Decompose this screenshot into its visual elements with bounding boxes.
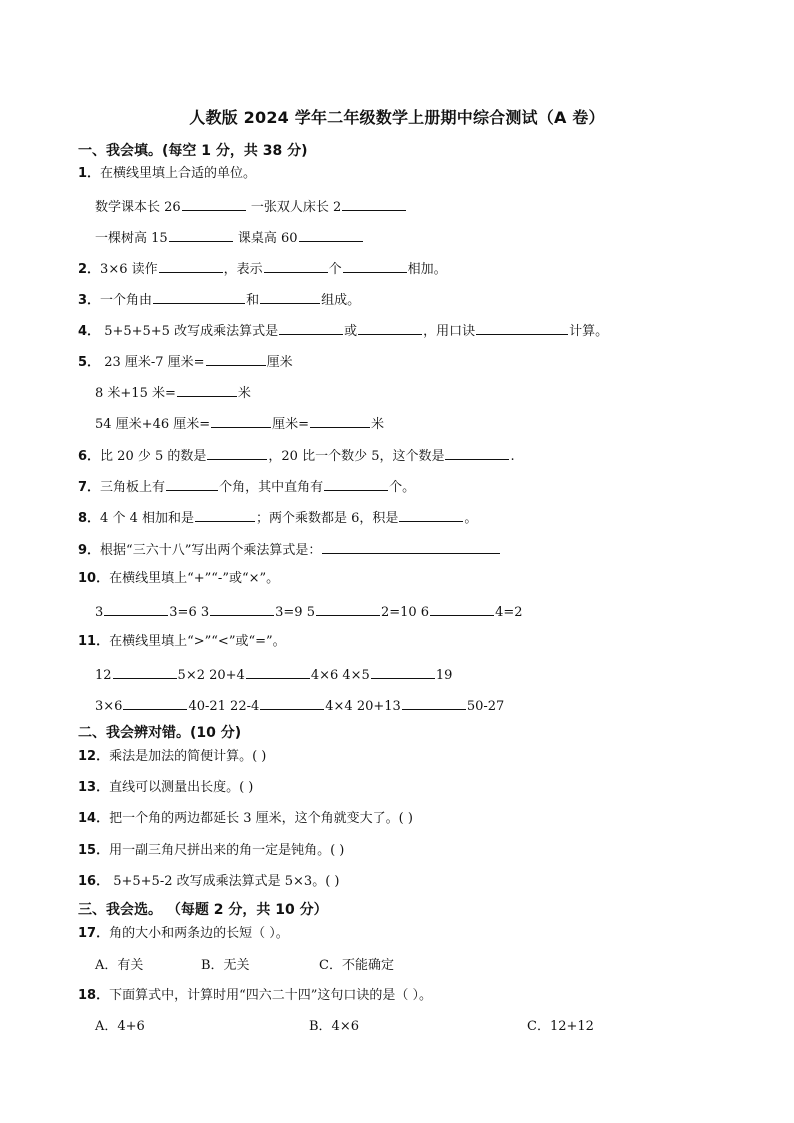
question-number: 4．	[78, 324, 101, 339]
answer-blank[interactable]	[445, 446, 509, 460]
item-text: 计算。	[569, 324, 609, 339]
question-11	[78, 633, 286, 651]
question-1-row-2	[95, 228, 364, 248]
option-a[interactable]: A．有关	[95, 958, 144, 973]
question-5	[78, 352, 293, 372]
question-10-row	[95, 602, 523, 622]
item-text: 50-27	[466, 699, 505, 714]
item-text: 个角，其中直角有	[219, 480, 324, 495]
item-text: 3×6	[95, 699, 123, 714]
item-text: 。	[464, 511, 478, 526]
section-2-heading: 二、我会辨对错。(10 分)	[78, 725, 242, 741]
item-text: 个	[328, 262, 342, 277]
item-text: 或	[344, 324, 358, 339]
answer-blank[interactable]	[358, 321, 422, 335]
unit-text: 厘米	[266, 355, 293, 370]
question-1	[78, 165, 256, 183]
answer-blank[interactable]	[260, 290, 320, 304]
question-number: 10．	[78, 571, 110, 586]
item-text: 个。	[389, 480, 416, 495]
item-text: 23 厘米-7 厘米=	[104, 355, 205, 370]
question-6	[78, 446, 515, 466]
unit-text: 米	[371, 417, 385, 432]
answer-blank[interactable]	[316, 602, 380, 616]
question-text: 直线可以测量出长度。( )	[109, 780, 254, 795]
answer-blank[interactable]	[166, 477, 218, 491]
option-c[interactable]: C．不能确定	[319, 958, 394, 973]
answer-blank[interactable]	[153, 290, 245, 304]
question-16	[78, 873, 339, 891]
question-5-row-3	[95, 414, 384, 434]
item-text: 4×4 20+13	[325, 699, 401, 714]
item-text: 课桌高 60	[237, 231, 298, 246]
unit-text: 米	[237, 386, 251, 401]
question-text: 5+5+5-2 改写成乘法算式是 5×3。( )	[113, 874, 340, 889]
answer-blank[interactable]	[279, 321, 343, 335]
answer-blank[interactable]	[430, 602, 494, 616]
item-text: 40-21 22-4	[188, 699, 260, 714]
answer-blank[interactable]	[371, 665, 435, 679]
option-b[interactable]: B．4×6	[309, 1019, 359, 1034]
question-text: 角的大小和两条边的长短（ ）。	[109, 926, 289, 941]
item-text: ，用口诀	[423, 324, 476, 339]
unit-text: 厘米=	[272, 417, 310, 432]
question-text: 在横线里填上“>”“<”或“=”。	[109, 634, 286, 649]
question-8	[78, 508, 477, 528]
answer-blank[interactable]	[322, 540, 500, 554]
question-number: 18．	[78, 988, 110, 1003]
item-text: 2=10 6	[380, 605, 430, 620]
question-number: 2．	[78, 262, 101, 277]
question-5-row-2	[95, 383, 251, 403]
question-4	[78, 321, 608, 341]
item-text: 4×6 4×5	[310, 668, 370, 683]
item-text: 8 米+15 米=	[95, 386, 176, 401]
question-number: 15．	[78, 843, 110, 858]
item-text: 4 个 4 相加和是	[100, 511, 194, 526]
item-text: ，20 比一个数少 5，这个数是	[268, 449, 445, 464]
question-number: 3．	[78, 293, 101, 308]
item-text: .	[510, 449, 515, 464]
answer-blank[interactable]	[246, 665, 310, 679]
answer-blank[interactable]	[113, 665, 177, 679]
question-18-options	[95, 1018, 594, 1036]
answer-blank[interactable]	[324, 477, 388, 491]
option-b[interactable]: B．无关	[201, 958, 250, 973]
answer-blank[interactable]	[402, 696, 466, 710]
answer-blank[interactable]	[399, 508, 463, 522]
answer-blank[interactable]	[310, 414, 370, 428]
item-text: 3=9 5	[275, 605, 315, 620]
answer-blank[interactable]	[207, 446, 267, 460]
item-text: 一个角由	[100, 293, 153, 308]
answer-blank[interactable]	[343, 259, 407, 273]
question-number: 1．	[78, 166, 101, 181]
item-text: 根据“三六十八”写出两个乘法算式是：	[100, 543, 322, 558]
item-text: 一棵树高 15	[95, 231, 168, 246]
question-17	[78, 925, 289, 943]
question-13	[78, 779, 253, 797]
item-text: 数学课本长 26	[95, 200, 181, 215]
answer-blank[interactable]	[264, 259, 328, 273]
question-text: 下面算式中，计算时用“四六二十四”这句口诀的是（ ）。	[109, 988, 433, 1003]
item-text: 12	[95, 668, 112, 683]
question-text: 在横线里填上合适的单位。	[100, 166, 257, 181]
question-text: 把一个角的两边都延长 3 厘米，这个角就变大了。( )	[109, 811, 413, 826]
option-c[interactable]: C．12+12	[527, 1019, 594, 1034]
question-number: 13．	[78, 780, 110, 795]
answer-blank[interactable]	[169, 228, 233, 242]
answer-blank[interactable]	[260, 696, 324, 710]
question-number: 8．	[78, 511, 101, 526]
item-text: ；两个乘数都是 6，积是	[256, 511, 399, 526]
question-18	[78, 987, 432, 1005]
question-number: 17．	[78, 926, 110, 941]
question-14	[78, 810, 413, 828]
question-number: 9．	[78, 543, 101, 558]
answer-blank[interactable]	[104, 602, 168, 616]
answer-blank[interactable]	[210, 602, 274, 616]
question-1-row-1	[95, 197, 407, 217]
item-text: 4=2	[495, 605, 523, 620]
question-number: 11．	[78, 634, 110, 649]
question-9	[78, 540, 501, 560]
page-title: 人教版 2024 学年二年级数学上册期中综合测试（A 卷）	[189, 108, 605, 127]
question-17-options	[95, 957, 394, 975]
item-text: ，表示	[223, 262, 263, 277]
option-a[interactable]: A．4+6	[95, 1019, 145, 1034]
answer-blank[interactable]	[123, 696, 187, 710]
item-text: 5+5+5+5 改写成乘法算式是	[104, 324, 279, 339]
item-text: 相加。	[407, 262, 447, 277]
answer-blank[interactable]	[299, 228, 363, 242]
item-text: 3×6 读作	[100, 262, 158, 277]
answer-blank[interactable]	[182, 197, 246, 211]
question-2	[78, 259, 447, 279]
question-11-row-2	[95, 696, 504, 716]
answer-blank[interactable]	[195, 508, 255, 522]
answer-blank[interactable]	[211, 414, 271, 428]
question-number: 12．	[78, 749, 110, 764]
question-text: 乘法是加法的简便计算。( )	[109, 749, 267, 764]
answer-blank[interactable]	[159, 259, 223, 273]
question-number: 7．	[78, 480, 101, 495]
item-text: 54 厘米+46 厘米=	[95, 417, 211, 432]
item-text: 19	[435, 668, 453, 683]
question-12	[78, 748, 266, 766]
question-number: 14．	[78, 811, 110, 826]
question-number: 16．	[78, 874, 110, 889]
answer-blank[interactable]	[177, 383, 237, 397]
question-text: 在横线里填上“+”“-”或“×”。	[109, 571, 280, 586]
question-number: 6．	[78, 449, 101, 464]
section-1-heading: 一、我会填。(每空 1 分，共 38 分)	[78, 143, 308, 159]
question-3	[78, 290, 360, 310]
question-11-row-1	[95, 665, 452, 685]
item-text: 一张双人床长 2	[250, 200, 342, 215]
question-number: 5．	[78, 355, 101, 370]
item-text: 组成。	[321, 293, 361, 308]
answer-blank[interactable]	[476, 321, 568, 335]
question-10	[78, 570, 279, 588]
question-7	[78, 477, 415, 497]
item-text: 比 20 少 5 的数是	[100, 449, 207, 464]
question-15	[78, 842, 344, 860]
item-text: 3	[95, 605, 104, 620]
section-3-heading: 三、我会选。 （每题 2 分，共 10 分）	[78, 902, 328, 918]
question-text: 用一副三角尺拼出来的角一定是钝角。( )	[109, 843, 345, 858]
item-text: 5×2 20+4	[177, 668, 245, 683]
item-text: 和	[246, 293, 260, 308]
item-text: 三角板上有	[100, 480, 166, 495]
answer-blank[interactable]	[342, 197, 406, 211]
answer-blank[interactable]	[206, 352, 266, 366]
item-text: 3=6 3	[169, 605, 210, 620]
